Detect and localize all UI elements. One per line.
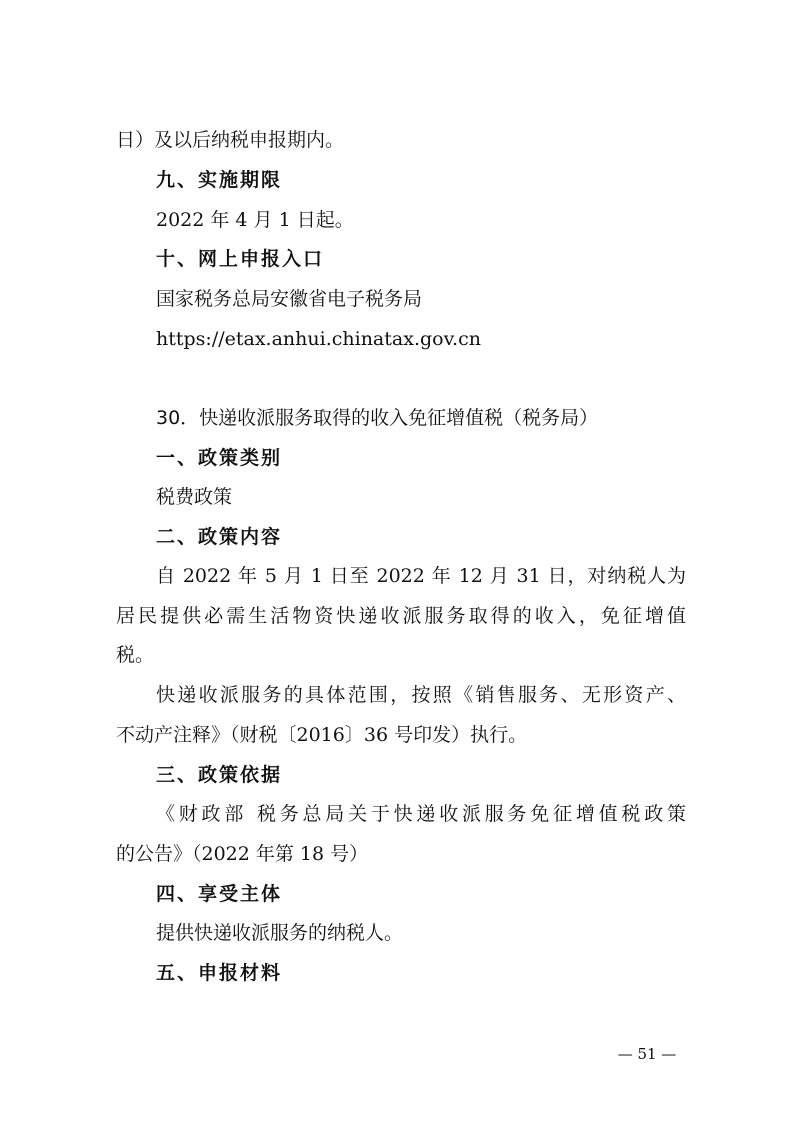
- page-number: — 51 —: [617, 1045, 677, 1063]
- paragraph-line: 不动产注释》（财税〔2016〕36 号印发）执行。: [116, 724, 528, 746]
- paragraph-line: 《财政部 税务总局关于快递收派服务免征增值税政策: [156, 803, 686, 825]
- paragraph-line: 自 2022 年 5 月 1 日至 2022 年 12 月 31 日，对纳税人为: [156, 565, 686, 587]
- paragraph-line: 的公告》（2022 年第 18 号）: [116, 843, 369, 865]
- policy-title: 30．快递收派服务取得的收入免征增值税（税务局）: [156, 407, 599, 429]
- paragraph-line: 提供快递收派服务的纳税人。: [156, 922, 404, 944]
- paragraph-line: 快递收派服务的具体范围，按照《销售服务、无形资产、: [156, 684, 686, 706]
- section-heading-filing-materials: 五、申报材料: [156, 962, 283, 984]
- section-heading-policy-basis: 三、政策依据: [156, 764, 283, 786]
- section-heading-policy-content: 二、政策内容: [156, 526, 283, 548]
- paragraph-line: 居民提供必需生活物资快递收派服务取得的收入，免征增值: [116, 605, 686, 627]
- paragraph-line: 国家税务总局安徽省电子税务局: [156, 288, 423, 310]
- paragraph-line: 2022 年 4 月 1 日起。: [156, 209, 354, 231]
- section-heading-implementation-period: 九、实施期限: [156, 169, 283, 191]
- section-heading-beneficiary: 四、享受主体: [156, 883, 283, 905]
- url-text: https://etax.anhui.chinatax.gov.cn: [156, 328, 481, 350]
- paragraph-line: 税。: [116, 644, 155, 666]
- section-heading-policy-category: 一、政策类别: [156, 447, 283, 469]
- paragraph-line: 日）及以后纳税申报期内。: [116, 129, 345, 151]
- section-heading-online-entry: 十、网上申报入口: [156, 248, 325, 270]
- paragraph-line: 税费政策: [156, 486, 233, 508]
